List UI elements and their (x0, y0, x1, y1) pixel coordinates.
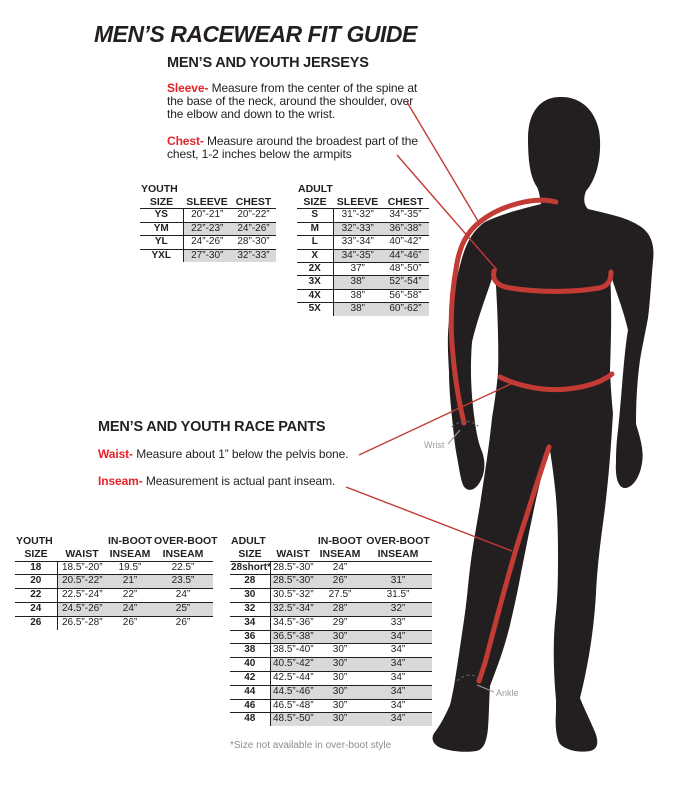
value-cell: 38” (333, 303, 382, 316)
value-cell: 36”-38” (382, 222, 429, 235)
table-header-row (297, 182, 429, 196)
value-cell: 56”-58” (382, 289, 429, 302)
value-cell: 40.5”-42” (270, 658, 316, 672)
table-header-row (230, 535, 432, 548)
table-row (230, 616, 432, 630)
column-header: INSEAM (364, 548, 432, 561)
table-header-row (140, 196, 276, 209)
column-header: INSEAM (153, 548, 213, 561)
value-cell: 30” (316, 658, 364, 672)
table-row (230, 658, 432, 672)
youth-pants-size-table (15, 535, 218, 630)
table-row (15, 561, 213, 575)
inseam-instruction (98, 475, 398, 488)
table-header-row (297, 196, 429, 209)
table-row (230, 713, 432, 726)
size-cell: YS (140, 209, 183, 222)
value-cell: 32.5”-34” (270, 602, 316, 616)
adult-jersey-size-table (297, 182, 429, 316)
column-header (183, 182, 231, 196)
column-header: YOUTH (141, 182, 178, 195)
size-cell: 20 (15, 575, 57, 589)
value-cell: 24” (153, 589, 213, 603)
table-row (15, 616, 213, 629)
value-cell: 34”-35” (333, 249, 382, 262)
column-header: SLEEVE (183, 196, 231, 209)
table-row (15, 575, 213, 589)
column-header: CHEST (382, 196, 429, 209)
chest-term: Chest- (167, 134, 204, 148)
column-header: ADULT (298, 182, 333, 195)
value-cell: 26” (122, 616, 138, 628)
size-cell: 46 (230, 699, 270, 713)
value-cell: 34” (364, 671, 432, 685)
value-cell (364, 561, 432, 575)
value-cell: 33”-34” (333, 236, 382, 249)
size-cell: 4X (297, 289, 333, 302)
value-cell: 30” (316, 644, 364, 658)
value-cell: 31.5” (364, 589, 432, 603)
column-header: WAIST (57, 548, 107, 561)
size-cell: YXL (140, 249, 183, 262)
value-cell: 30” (316, 685, 364, 699)
value-cell: 24” (316, 561, 364, 575)
value-cell: 25” (153, 602, 213, 616)
value-cell: 44.5”-46” (270, 685, 316, 699)
size-cell: 32 (230, 602, 270, 616)
value-cell: 34”-35” (382, 209, 429, 222)
size-cell: 48 (230, 713, 270, 726)
table-row (15, 602, 213, 616)
adult-pants-size-table (230, 535, 432, 726)
value-cell: 31”-32” (333, 209, 382, 222)
value-cell: 19.5” (107, 561, 153, 575)
chest-text: Measure around the broadest part of the chest, 1-2 inches below the armpits (167, 134, 418, 162)
youth-jersey-size-table (140, 182, 276, 262)
column-header: OVER-BOOT (366, 535, 430, 547)
value-cell: 26” (316, 575, 364, 589)
column-header (57, 535, 107, 548)
page-title: MEN’S RACEWEAR FIT GUIDE (94, 21, 417, 47)
size-cell: YL (140, 236, 183, 249)
size-cell: S (297, 209, 333, 222)
size-cell: YM (140, 222, 183, 235)
value-cell: 30” (316, 713, 364, 726)
table-row (297, 236, 429, 249)
column-header (333, 182, 382, 196)
value-cell: 34.5”-36” (270, 616, 316, 630)
size-cell: 22 (15, 589, 57, 603)
size-cell: 44 (230, 685, 270, 699)
table-row (230, 644, 432, 658)
size-cell: 40 (230, 658, 270, 672)
value-cell: 27”-30” (183, 249, 231, 262)
sleeve-text: Measure from the center of the spine at the base of the neck, around the shoulder, over the elbow and down to the wrist. (167, 81, 418, 122)
table-row (140, 236, 276, 249)
value-cell: 18.5”-20” (57, 561, 107, 575)
waist-term: Waist- (98, 447, 133, 461)
wrist-label: Wrist (424, 440, 445, 450)
inseam-term: Inseam- (98, 474, 143, 488)
value-cell: 26.5”-28” (61, 616, 103, 628)
value-cell: 34” (364, 699, 432, 713)
value-cell: 30” (316, 699, 364, 713)
table-header-row (140, 182, 276, 196)
ankle-label: Ankle (496, 688, 519, 698)
value-cell: 34” (364, 630, 432, 644)
pants-section-heading: MEN’S AND YOUTH RACE PANTS (98, 419, 326, 435)
value-cell: 24” (107, 602, 153, 616)
value-cell: 22.5” (153, 561, 213, 575)
size-cell: 38 (230, 644, 270, 658)
value-cell: 24”-26” (183, 236, 231, 249)
column-header: CHEST (231, 196, 276, 209)
waist-instruction (98, 448, 398, 461)
table-row (230, 630, 432, 644)
table-header-row (230, 548, 432, 561)
size-cell: 28 (230, 575, 270, 589)
value-cell: 26” (175, 616, 191, 628)
value-cell: 32”-33” (231, 249, 276, 262)
table-header-row (15, 548, 213, 561)
column-header: INSEAM (316, 548, 364, 561)
table-row (140, 249, 276, 262)
column-header (270, 535, 316, 548)
table-row (297, 276, 429, 289)
value-cell: 46.5”-48” (270, 699, 316, 713)
pants-footnote: *Size not available in over-boot style (230, 740, 392, 751)
value-cell: 31” (364, 575, 432, 589)
column-header: IN-BOOT (108, 535, 153, 547)
value-cell: 20”-22” (231, 209, 276, 222)
value-cell: 34” (364, 685, 432, 699)
size-cell: 36 (230, 630, 270, 644)
size-cell: 3X (297, 276, 333, 289)
column-header: ADULT (231, 535, 266, 547)
value-cell: 23.5” (153, 575, 213, 589)
waist-text: Measure about 1” below the pelvis bone. (136, 447, 349, 461)
size-cell: 28short* (230, 561, 270, 575)
value-cell: 28.5”-30” (270, 561, 316, 575)
value-cell: 28.5”-30” (270, 575, 316, 589)
table-row (230, 575, 432, 589)
column-header: INSEAM (107, 548, 153, 561)
table-row (230, 685, 432, 699)
value-cell: 20”-21” (183, 209, 231, 222)
value-cell: 37” (333, 263, 382, 276)
value-cell: 24”-26” (231, 222, 276, 235)
sleeve-instruction (167, 82, 419, 122)
value-cell: 29” (316, 616, 364, 630)
value-cell: 24.5”-26” (57, 602, 107, 616)
value-cell: 60”-62” (382, 303, 429, 316)
size-cell: 24 (15, 602, 57, 616)
table-row (230, 602, 432, 616)
table-row (140, 222, 276, 235)
size-cell: L (297, 236, 333, 249)
table-header-row (15, 535, 213, 548)
table-row (297, 263, 429, 276)
jerseys-section-heading: MEN’S AND YOUTH JERSEYS (167, 55, 369, 71)
column-header: WAIST (270, 548, 316, 561)
chest-instruction (167, 135, 419, 161)
size-cell: 30 (230, 589, 270, 603)
column-header: SIZE (140, 196, 183, 209)
value-cell: 20.5”-22” (57, 575, 107, 589)
value-cell: 30” (316, 630, 364, 644)
value-cell: 48”-50” (382, 263, 429, 276)
column-header: SIZE (297, 196, 333, 209)
table-row (15, 589, 213, 603)
column-header: YOUTH (16, 535, 53, 547)
value-cell: 42.5”-44” (270, 671, 316, 685)
value-cell: 34” (364, 644, 432, 658)
value-cell: 44”-46” (382, 249, 429, 262)
table-row (230, 699, 432, 713)
size-cell: 26 (15, 616, 57, 629)
value-cell: 34” (364, 658, 432, 672)
size-cell: M (297, 222, 333, 235)
value-cell: 22”-23” (183, 222, 231, 235)
value-cell: 40”-42” (382, 236, 429, 249)
size-cell: 2X (297, 263, 333, 276)
value-cell: 38” (333, 276, 382, 289)
value-cell: 48.5”-50” (270, 713, 316, 726)
value-cell: 21” (107, 575, 153, 589)
value-cell: 32”-33” (333, 222, 382, 235)
table-row (230, 589, 432, 603)
value-cell: 38” (333, 289, 382, 302)
table-row (297, 289, 429, 302)
table-row (297, 249, 429, 262)
value-cell: 28” (316, 602, 364, 616)
value-cell: 22.5”-24” (57, 589, 107, 603)
table-row (230, 561, 432, 575)
size-cell: 34 (230, 616, 270, 630)
value-cell: 30” (316, 671, 364, 685)
value-cell: 34” (364, 713, 432, 726)
column-header: SIZE (230, 548, 270, 561)
size-cell: 18 (15, 561, 57, 575)
value-cell: 33” (364, 616, 432, 630)
column-header (382, 182, 429, 196)
value-cell: 38.5”-40” (270, 644, 316, 658)
column-header: SLEEVE (333, 196, 382, 209)
table-row (297, 303, 429, 316)
value-cell: 27.5” (316, 589, 364, 603)
column-header (231, 182, 276, 196)
value-cell: 36.5”-38” (270, 630, 316, 644)
value-cell: 28”-30” (231, 236, 276, 249)
table-row (140, 209, 276, 222)
column-header: OVER-BOOT (154, 535, 218, 547)
column-header: SIZE (15, 548, 57, 561)
sleeve-term: Sleeve- (167, 81, 209, 95)
value-cell: 30.5”-32” (270, 589, 316, 603)
column-header: IN-BOOT (317, 535, 363, 547)
size-cell: 42 (230, 671, 270, 685)
value-cell: 52”-54” (382, 276, 429, 289)
table-row (297, 209, 429, 222)
value-cell: 32” (364, 602, 432, 616)
size-cell: 5X (297, 303, 333, 316)
size-cell: X (297, 249, 333, 262)
table-row (297, 222, 429, 235)
value-cell: 22” (107, 589, 153, 603)
table-row (230, 671, 432, 685)
inseam-text: Measurement is actual pant inseam. (145, 474, 336, 488)
